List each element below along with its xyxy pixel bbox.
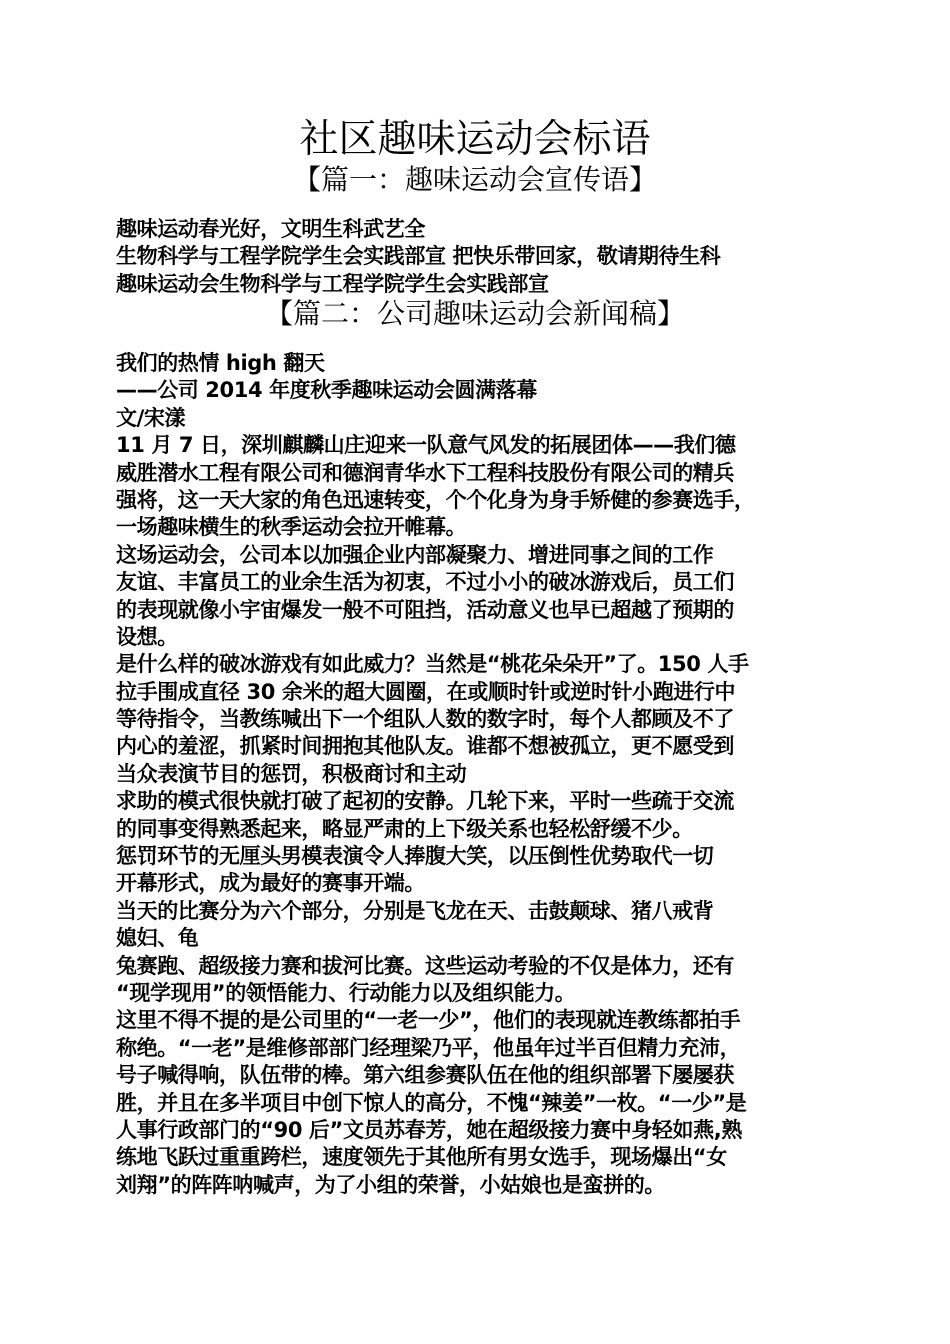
document-title: 社区趣味运动会标语 bbox=[299, 117, 651, 162]
text-line: 生物科学与工程学院学生会实践部宣 把快乐带回家，敬请期待生科 bbox=[116, 244, 721, 269]
section1-body bbox=[116, 216, 840, 298]
section1-heading: 【篇一：趣味运动会宣传语】 bbox=[292, 163, 657, 196]
text-line: 开幕形式，成为最好的赛事开端。 bbox=[116, 871, 425, 896]
text-line: 胜，并且在多半项目中创下惊人的高分，不愧“辣姜”一枚。“一少”是 bbox=[116, 1090, 747, 1115]
text-line: 是什么样的破冰游戏有如此威力？当然是“桃花朵朵开”了。150 人手 bbox=[116, 652, 749, 677]
text-line: 兔赛跑、超级接力赛和拔河比赛。这些运动考验的不仅是体力，还有 bbox=[116, 953, 734, 978]
text-line: 练地飞跃过重重跨栏，速度领先于其他所有男女选手，现场爆出“女 bbox=[116, 1145, 727, 1170]
text-line: 刘翔”的阵阵呐喊声，为了小组的荣誉，小姑娘也是蛮拼的。 bbox=[116, 1172, 665, 1197]
text-line: 设想。 bbox=[116, 624, 178, 649]
text-line: 威胜潜水工程有限公司和德润青华水下工程科技股份有限公司的精兵 bbox=[116, 460, 734, 485]
text-line: 友谊、丰富员工的业余生活为初衷，不过小小的破冰游戏后，员工们 bbox=[116, 570, 734, 595]
text-line: “现学现用”的领悟能力、行动能力以及组织能力。 bbox=[116, 980, 576, 1005]
text-line: 的同事变得熟悉起来，略显严肃的上下级关系也轻松舒缓不少。 bbox=[116, 816, 693, 841]
text-line: 内心的羞涩，抓紧时间拥抱其他队友。谁都不想被孤立，更不愿受到 bbox=[116, 734, 734, 759]
text-line: 文/宋漾 bbox=[116, 405, 186, 430]
text-line: 的表现就像小宇宙爆发一般不可阻挡，活动意义也早已超越了预期的 bbox=[116, 597, 734, 622]
text-line: 这场运动会，公司本以加强企业内部凝聚力、增进同事之间的工作 bbox=[116, 542, 714, 567]
text-line: 人事行政部门的“90 后”文员苏春芳，她在超级接力赛中身轻如燕,熟 bbox=[116, 1117, 742, 1142]
text-line: 称绝。“一老”是维修部部门经理梁乃平，他虽年过半百但精力充沛， bbox=[116, 1035, 741, 1060]
text-line: 这里不得不提的是公司里的“一老一少”，他们的表现就连教练都拍手 bbox=[116, 1008, 741, 1033]
text-line: 号子喊得响，队伍带的棒。第六组参赛队伍在他的组织部署下屡屡获 bbox=[116, 1063, 734, 1088]
section2-body bbox=[116, 350, 840, 1199]
section2-heading: 【篇二：公司趣味运动会新闻稿】 bbox=[264, 297, 685, 330]
text-line: 当众表演节目的惩罚，积极商讨和主动 bbox=[116, 761, 467, 786]
text-line: 惩罚环节的无厘头男模表演令人捧腹大笑，以压倒性优势取代一切 bbox=[116, 844, 714, 869]
text-line: 媳妇、龟 bbox=[116, 926, 199, 951]
text-line: 当天的比赛分为六个部分，分别是飞龙在天、击鼓颠球、猪八戒背 bbox=[116, 898, 714, 923]
text-line: ——公司 2014 年度秋季趣味运动会圆满落幕 bbox=[116, 378, 537, 403]
text-line: 一场趣味横生的秋季运动会拉开帷幕。 bbox=[116, 515, 467, 540]
text-line: 求助的模式很快就打破了起初的安静。几轮下来，平时一些疏于交流 bbox=[116, 789, 734, 814]
text-line: 等待指令，当教练喊出下一个组队人数的数字时，每个人都顾及不了 bbox=[116, 707, 734, 732]
text-line: 强将，这一天大家的角色迅速转变，个个化身为身手矫健的参赛选手， bbox=[116, 487, 755, 512]
text-line: 11 月 7 日，深圳麒麟山庄迎来一队意气风发的拓展团体——我们德 bbox=[116, 433, 736, 458]
text-line: 我们的热情 high 翻天 bbox=[116, 351, 325, 375]
text-line: 趣味运动会生物科学与工程学院学生会实践部宣 bbox=[116, 271, 549, 296]
text-line: 拉手围成直径 30 余米的超大圆圈，在或顺时针或逆时针小跑进行中 bbox=[116, 679, 736, 704]
text-line: 趣味运动春光好，文明生科武艺全 bbox=[116, 217, 425, 241]
